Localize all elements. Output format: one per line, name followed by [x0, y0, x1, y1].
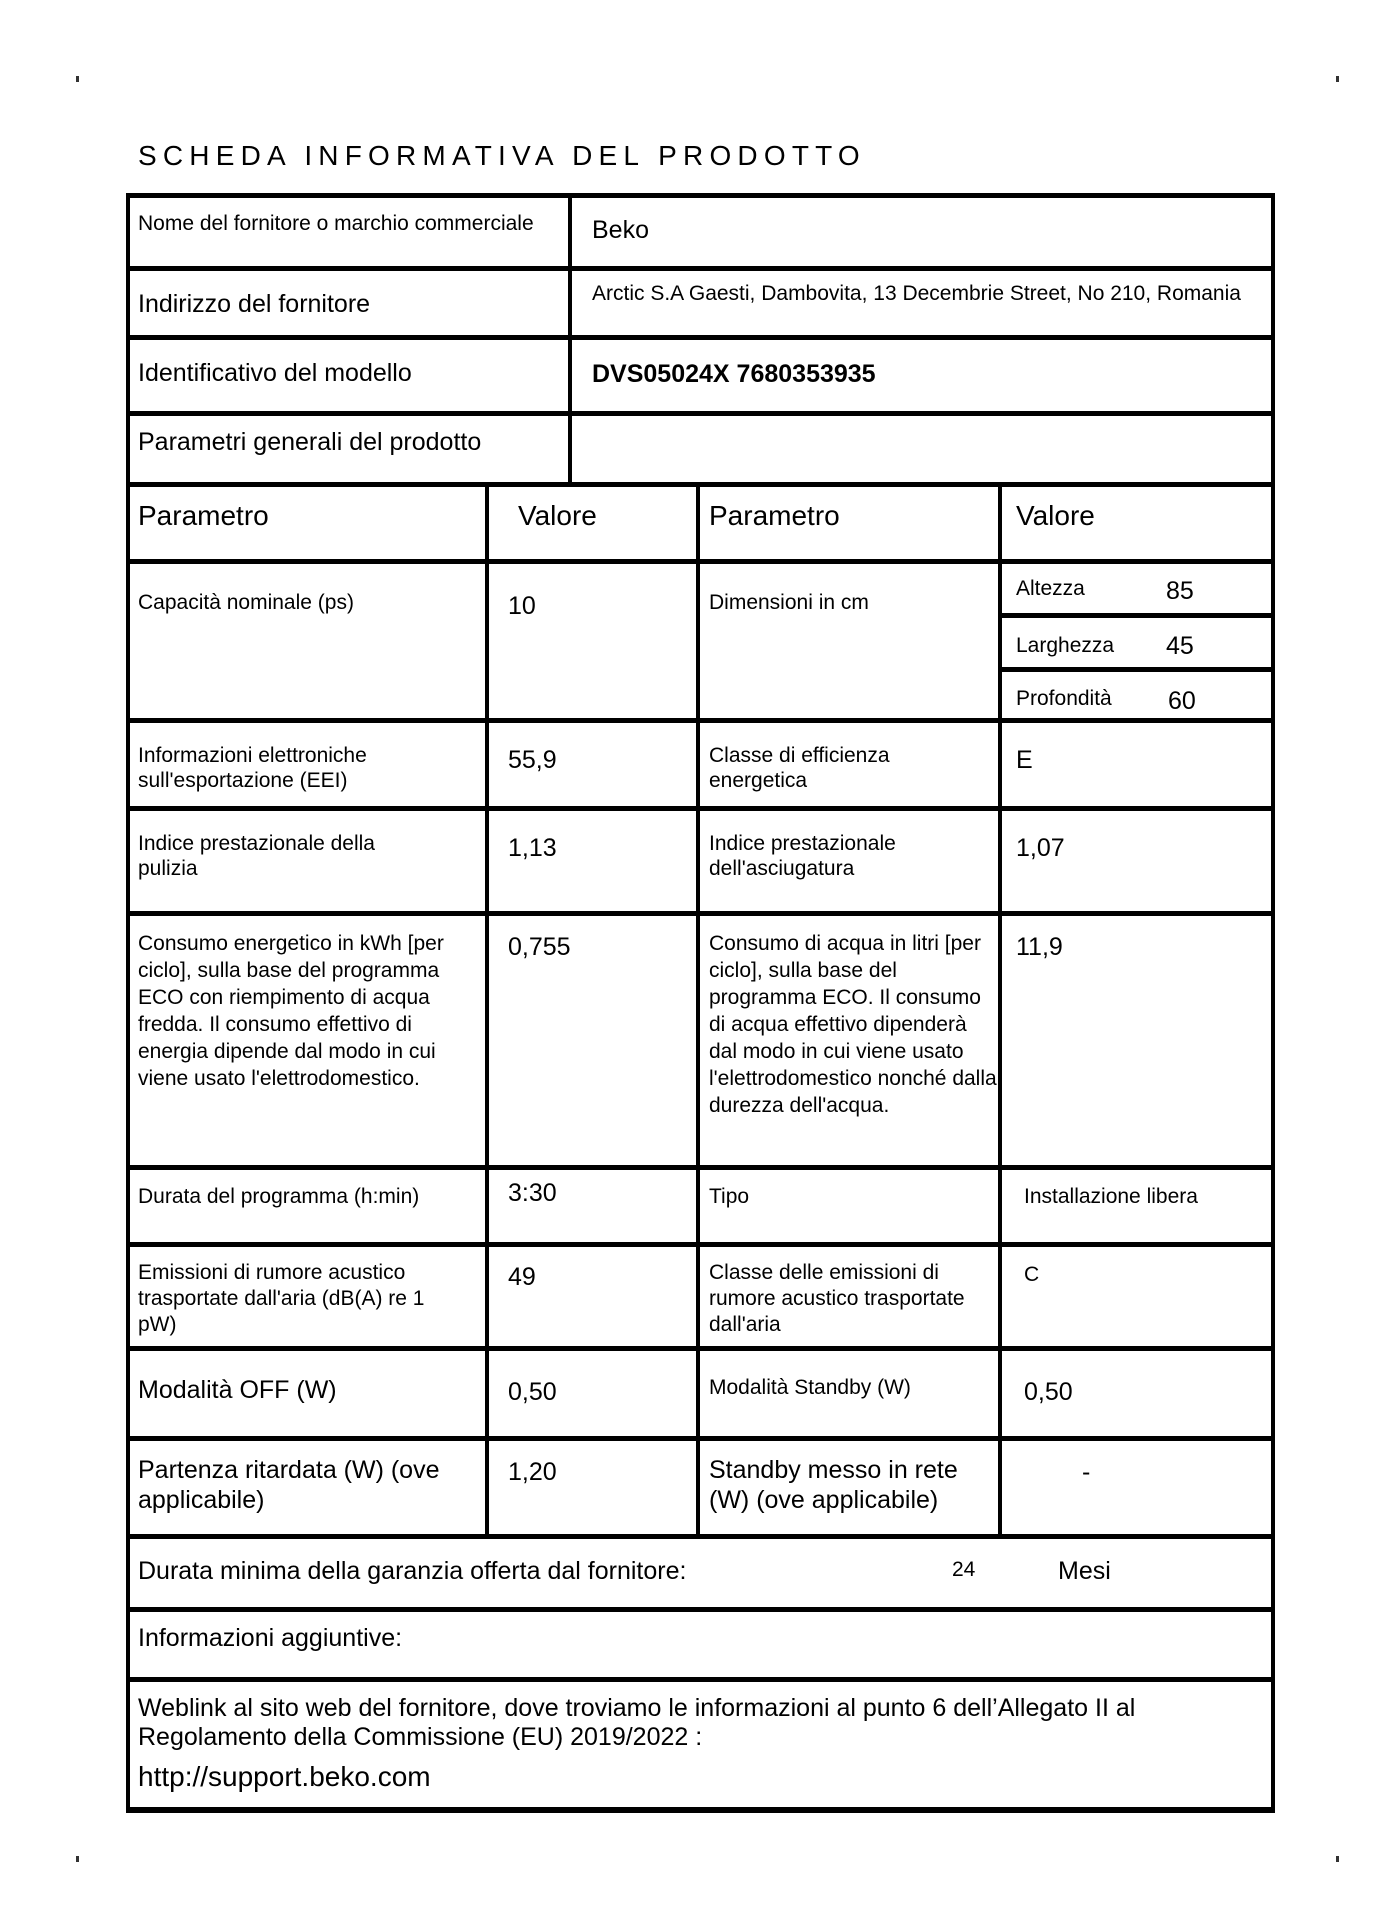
dim-depth-label: Profondità [1016, 687, 1112, 710]
param-capacity: Capacità nominale (ps) [138, 591, 354, 614]
divider [126, 1242, 1275, 1247]
crop-mark-top-right [1336, 76, 1339, 82]
param-drying-index: Indice prestazionale dell'asciugatura [709, 832, 896, 881]
param-networked-standby: Standby messo in rete (W) (ove applicabile) [709, 1456, 958, 1514]
dim-depth-value: 60 [1168, 687, 1196, 715]
weblink-url[interactable]: http://support.beko.com [138, 1761, 431, 1792]
divider [126, 266, 1275, 271]
header-value-2: Valore [1016, 500, 1095, 531]
divider [126, 1436, 1275, 1441]
header-value-1: Valore [518, 500, 597, 531]
dim-height-value: 85 [1166, 577, 1194, 605]
value-capacity: 10 [508, 592, 536, 620]
value-off-mode: 0,50 [508, 1378, 557, 1406]
value-eei: 55,9 [508, 746, 557, 774]
warranty-unit: Mesi [1058, 1557, 1111, 1585]
divider [126, 482, 1275, 487]
value-delay-start: 1,20 [508, 1458, 557, 1486]
warranty-label: Durata minima della garanzia offerta dal fornitore: [138, 1557, 687, 1585]
divider [126, 1534, 1275, 1539]
divider [126, 193, 1275, 198]
supplier-address-label: Indirizzo del fornitore [138, 290, 371, 318]
param-water-consumption: Consumo di acqua in litri [per ciclo], sulla base del programma ECO. Il consumo di acqua effettivo dipenderà dal modo in cui viene usato l'elettrodomestico nonché dalla durezza dell'acqua. [709, 932, 997, 1117]
supplier-name-label: Nome del fornitore o marchio commerciale [138, 212, 534, 235]
supplier-address-value: Arctic S.A Gaesti, Dambovita, 13 Decembrie Street, No 210, Romania [592, 282, 1241, 305]
crop-mark-bottom-left [76, 1856, 79, 1862]
header-param-2: Parametro [709, 500, 840, 531]
value-networked-standby: - [1082, 1458, 1091, 1486]
param-energy-consumption: Consumo energetico in kWh [per ciclo], sulla base del programma ECO con riempimento di acqua fredda. Il consumo effettivo di energia dipende dal modo in cui viene usato l'elettrodomestico. [138, 932, 444, 1090]
divider [126, 559, 1275, 564]
value-noise-class: C [1024, 1263, 1040, 1286]
model-value: DVS05024X 7680353935 [592, 360, 876, 388]
divider [126, 806, 1275, 811]
param-type: Tipo [709, 1185, 750, 1208]
param-delay-start: Partenza ritardata (W) (ove applicabile) [138, 1456, 440, 1514]
divider [1002, 613, 1275, 618]
param-cleaning-index: Indice prestazionale della pulizia [138, 832, 375, 881]
param-off-mode: Modalità OFF (W) [138, 1376, 337, 1404]
value-energy-consumption: 0,755 [508, 933, 571, 961]
value-cleaning-index: 1,13 [508, 834, 557, 862]
value-duration: 3:30 [508, 1179, 557, 1207]
value-water-consumption: 11,9 [1016, 933, 1063, 961]
param-noise-class: Classe delle emissioni di rumore acustico trasportate dall'aria [709, 1261, 965, 1336]
divider [485, 482, 489, 1536]
divider [126, 1677, 1275, 1682]
border-right [1271, 193, 1275, 1813]
dim-width-label: Larghezza [1016, 634, 1115, 657]
value-standby-mode: 0,50 [1024, 1378, 1073, 1406]
param-eei: Informazioni elettroniche sull'esportazione (EEI) [138, 744, 367, 793]
page-title: SCHEDA INFORMATIVA DEL PRODOTTO [138, 140, 866, 171]
param-duration: Durata del programma (h:min) [138, 1185, 420, 1208]
general-params-label: Parametri generali del prodotto [138, 428, 482, 456]
divider [126, 1165, 1275, 1170]
divider [126, 911, 1275, 916]
divider [1002, 667, 1275, 672]
divider [126, 1607, 1275, 1612]
warranty-value: 24 [952, 1558, 976, 1581]
param-noise: Emissioni di rumore acustico trasportate dall'aria (dB(A) re 1 pW) [138, 1261, 425, 1336]
model-label: Identificativo del modello [138, 359, 412, 387]
dim-height-label: Altezza [1016, 577, 1085, 600]
divider [126, 335, 1275, 340]
divider [126, 1346, 1275, 1351]
value-noise: 49 [508, 1263, 536, 1291]
header-param-1: Parametro [138, 500, 269, 531]
crop-mark-bottom-right [1336, 1856, 1339, 1862]
divider [126, 411, 1275, 416]
crop-mark-top-left [76, 76, 79, 82]
param-dimensions: Dimensioni in cm [709, 591, 869, 614]
value-energy-class: E [1016, 746, 1033, 774]
divider [696, 482, 700, 1536]
border-left [126, 193, 130, 1813]
supplier-name-value: Beko [592, 216, 649, 244]
value-drying-index: 1,07 [1016, 834, 1065, 862]
value-type: Installazione libera [1024, 1185, 1198, 1208]
param-energy-class: Classe di efficienza energetica [709, 744, 890, 793]
divider [568, 193, 572, 484]
divider [126, 1807, 1275, 1813]
divider [126, 718, 1275, 723]
weblink-text: Weblink al sito web del fornitore, dove troviamo le informazioni al punto 6 dell’Allegato II al Regolamento della Commissione (EU) 2019/2022 : [138, 1694, 1136, 1751]
param-standby-mode: Modalità Standby (W) [709, 1376, 911, 1399]
additional-info-label: Informazioni aggiuntive: [138, 1624, 403, 1652]
dim-width-value: 45 [1166, 632, 1194, 660]
